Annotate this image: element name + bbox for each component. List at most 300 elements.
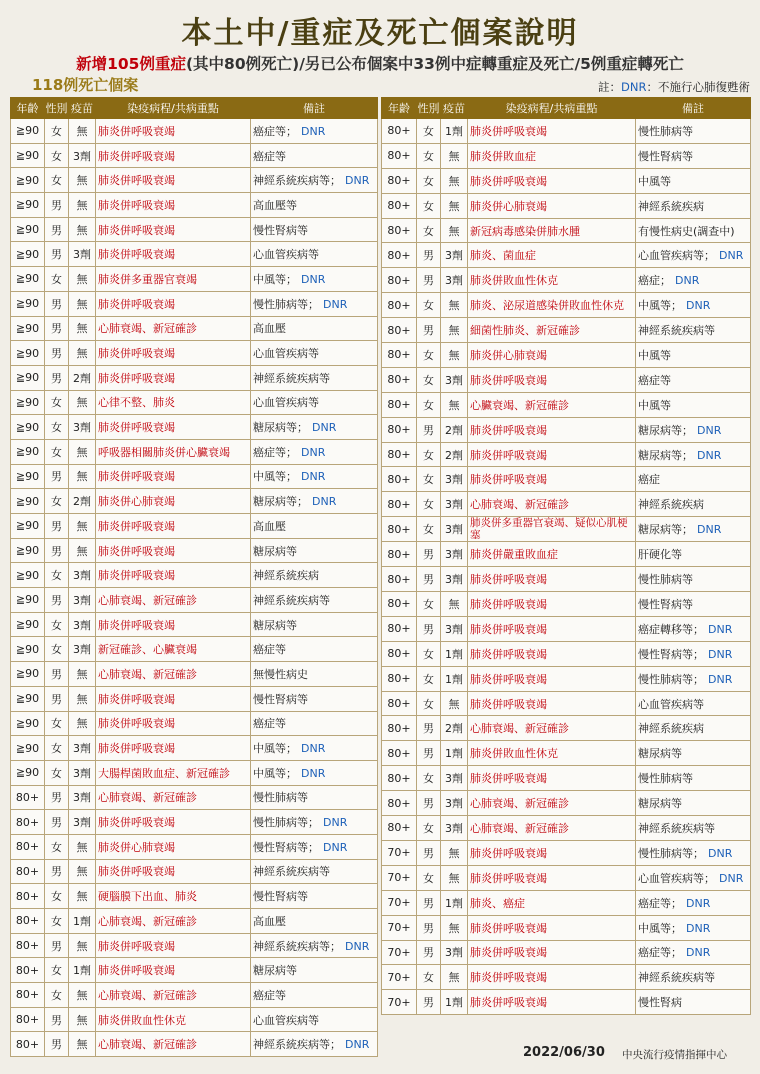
cell-sex: [417, 666, 441, 691]
cell-age-text: ≧90: [15, 618, 40, 632]
cell-course: [96, 983, 251, 1008]
cell-vaccine-text: 3劑: [445, 622, 463, 636]
cell-note: [636, 467, 751, 492]
cell-note: [636, 990, 751, 1015]
cell-age: [11, 736, 45, 761]
cell-note-text: 中風等；: [638, 299, 682, 313]
cell-note: [251, 514, 378, 539]
cell-age: [382, 268, 417, 293]
cell-course: [96, 341, 251, 366]
cell-age: [382, 243, 417, 268]
cell-vaccine: [69, 760, 96, 785]
cell-note: [251, 686, 378, 711]
subtitle-highlight: 新增105例重症: [76, 55, 186, 73]
cell-note: [251, 365, 378, 390]
cell-note-text: 中風等；: [253, 742, 297, 756]
cell-vaccine-text: 3劑: [445, 821, 463, 835]
cell-sex: [417, 691, 441, 716]
cell-age: [11, 686, 45, 711]
cell-note: [251, 193, 378, 218]
cell-age-text: 80+: [387, 497, 411, 511]
cell-course: [468, 467, 636, 492]
cell-age-text: 80+: [387, 697, 411, 711]
cell-sex: [417, 616, 441, 641]
cell-note: [636, 592, 751, 617]
cell-sex: [45, 267, 69, 292]
cell-age-text: ≧90: [15, 692, 40, 706]
cell-vaccine: [441, 119, 468, 144]
cell-course: [96, 933, 251, 958]
cell-age: [11, 983, 45, 1008]
cell-course-text: 肺炎併呼吸衰竭: [98, 248, 175, 262]
cell-vaccine-text: 無: [76, 988, 88, 1002]
cell-sex: [417, 367, 441, 392]
cell-vaccine-text: 3劑: [445, 274, 463, 288]
cell-vaccine: [441, 343, 468, 368]
table-row: [11, 859, 378, 884]
cell-note: [251, 464, 378, 489]
cell-course: [96, 489, 251, 514]
table-row: [11, 168, 378, 193]
cell-vaccine: [69, 168, 96, 193]
cell-sex-text: 男: [423, 722, 434, 736]
cell-course-text: 硬腦膜下出血、肺炎: [98, 890, 197, 904]
report-date: 2022/06/30: [523, 1045, 605, 1060]
cell-sex: [45, 489, 69, 514]
dnr-badge: DNR: [312, 421, 337, 435]
cell-sex-text: 男: [51, 371, 62, 385]
cell-sex: [417, 143, 441, 168]
cell-vaccine: [69, 242, 96, 267]
cell-course-text: 肺炎併呼吸衰竭: [98, 347, 175, 361]
cell-note: [636, 143, 751, 168]
cell-course: [468, 915, 636, 940]
cell-sex: [417, 392, 441, 417]
cell-note-text: 慢性肺病等；: [638, 672, 704, 686]
cell-course: [468, 517, 636, 542]
cell-vaccine-text: 無: [76, 1013, 88, 1027]
cell-vaccine: [69, 415, 96, 440]
cell-sex-text: 女: [423, 224, 434, 238]
cell-note-text: 癌症等: [253, 643, 286, 657]
table-row: [11, 933, 378, 958]
cell-sex-text: 男: [51, 1013, 62, 1027]
cell-vaccine: [441, 542, 468, 567]
cell-vaccine-text: 無: [76, 223, 88, 237]
cell-note: [251, 291, 378, 316]
cell-course: [96, 267, 251, 292]
cell-vaccine: [69, 884, 96, 909]
cell-note: [636, 293, 751, 318]
cell-sex-text: 女: [51, 618, 62, 632]
cell-age: [382, 143, 417, 168]
table-row: [11, 365, 378, 390]
cell-note-text: 高血壓: [253, 914, 286, 928]
cell-sex-text: 男: [51, 470, 62, 484]
cell-vaccine: [69, 637, 96, 662]
cell-vaccine: [69, 612, 96, 637]
cell-sex-text: 女: [423, 473, 434, 487]
cell-course-text: 肺炎併呼吸衰竭: [98, 149, 175, 163]
cell-age-text: 80+: [387, 124, 411, 138]
cell-sex: [45, 810, 69, 835]
cell-sex-text: 女: [51, 717, 62, 731]
cell-age-text: ≧90: [15, 371, 40, 385]
cell-sex: [45, 119, 69, 144]
cell-note-text: 中風等；: [253, 470, 297, 484]
cell-note: [636, 193, 751, 218]
cell-age-text: 80+: [387, 248, 411, 262]
cell-note-text: 神經系統疾病等: [253, 593, 330, 607]
cell-course-text: 肺炎併呼吸衰竭: [98, 964, 175, 978]
cell-vaccine-text: 無: [448, 697, 460, 711]
cell-sex: [417, 517, 441, 542]
cell-age-text: ≧90: [15, 667, 40, 681]
cell-sex: [417, 965, 441, 990]
dnr-badge: DNR: [719, 871, 744, 885]
cell-sex-text: 男: [423, 622, 434, 636]
cell-course: [96, 785, 251, 810]
cell-sex: [45, 563, 69, 588]
cell-age: [11, 119, 45, 144]
cell-vaccine-text: 無: [76, 519, 88, 533]
cell-vaccine-text: 無: [76, 297, 88, 311]
dnr-badge: DNR: [697, 448, 722, 462]
cell-note: [636, 890, 751, 915]
cell-age: [11, 242, 45, 267]
cell-course-text: 心肺衰竭、新冠確診: [98, 791, 197, 805]
cell-sex: [417, 193, 441, 218]
cell-vaccine: [69, 316, 96, 341]
cell-vaccine: [441, 467, 468, 492]
table-row: [11, 612, 378, 637]
table-row: [11, 538, 378, 563]
cell-vaccine-text: 無: [76, 470, 88, 484]
cell-vaccine: [441, 417, 468, 442]
cell-vaccine-text: 3劑: [73, 569, 91, 583]
cell-note: [251, 662, 378, 687]
cell-sex-text: 女: [423, 597, 434, 611]
cell-note: [636, 816, 751, 841]
cell-note: [636, 243, 751, 268]
cell-sex-text: 女: [51, 914, 62, 928]
table-body-left: [11, 119, 378, 1057]
table-row: [382, 168, 751, 193]
cell-vaccine-text: 3劑: [73, 742, 91, 756]
cell-course: [468, 840, 636, 865]
cell-note-text: 中風等: [638, 398, 671, 412]
cell-age-text: 80+: [15, 889, 40, 903]
cell-vaccine-text: 3劑: [73, 593, 91, 607]
cell-age-text: 80+: [387, 423, 411, 437]
cell-age: [382, 840, 417, 865]
cell-age: [11, 588, 45, 613]
cell-age: [11, 193, 45, 218]
cell-course: [96, 365, 251, 390]
cell-course-text: 肺炎併呼吸衰竭: [98, 618, 175, 632]
cell-vaccine-text: 無: [76, 124, 88, 138]
table-row: [382, 940, 751, 965]
cell-age-text: 80+: [387, 174, 411, 188]
cell-age: [11, 933, 45, 958]
cell-age-text: 80+: [15, 1037, 40, 1051]
cell-vaccine: [69, 785, 96, 810]
cell-vaccine-text: 1劑: [445, 896, 463, 910]
cell-course: [468, 343, 636, 368]
cell-note: [636, 168, 751, 193]
cell-age: [382, 367, 417, 392]
cell-age-text: ≧90: [15, 469, 40, 483]
cell-vaccine-text: 1劑: [73, 964, 91, 978]
cell-vaccine: [69, 909, 96, 934]
cell-note: [251, 267, 378, 292]
death-count-label: 118例死亡個案: [32, 76, 139, 94]
cell-sex: [45, 588, 69, 613]
cell-note-text: 慢性肺病等；: [253, 297, 319, 311]
note-prefix: 註：: [598, 80, 622, 94]
cell-course-text: 肺炎併呼吸衰竭: [98, 174, 175, 188]
cell-vaccine: [441, 840, 468, 865]
cell-age: [382, 168, 417, 193]
cell-age: [11, 341, 45, 366]
cell-sex-text: 女: [51, 174, 62, 188]
cell-course-text: 肺炎併呼吸衰竭: [470, 124, 547, 138]
cell-vaccine: [69, 514, 96, 539]
table-row: [382, 293, 751, 318]
cell-note: [251, 1007, 378, 1032]
cell-vaccine-text: 無: [76, 322, 88, 336]
cell-course: [468, 567, 636, 592]
cell-course: [468, 318, 636, 343]
cell-sex-text: 男: [423, 548, 434, 562]
cell-age: [382, 865, 417, 890]
cell-age: [382, 542, 417, 567]
table-row: [382, 392, 751, 417]
cell-vaccine: [441, 816, 468, 841]
cell-vaccine-text: 3劑: [73, 248, 91, 262]
cell-course: [96, 538, 251, 563]
cell-sex-text: 女: [51, 124, 62, 138]
cell-age: [11, 1032, 45, 1057]
table-row: [382, 766, 751, 791]
cell-note: [636, 691, 751, 716]
cell-vaccine: [441, 517, 468, 542]
cell-note: [636, 392, 751, 417]
cell-sex: [417, 990, 441, 1015]
cell-sex: [45, 464, 69, 489]
cell-sex-text: 女: [423, 672, 434, 686]
cell-note-text: 心血管疾病等；: [638, 871, 715, 885]
cell-sex: [45, 514, 69, 539]
cell-course-text: 心肺衰竭、新冠確診: [470, 498, 569, 512]
cell-course: [468, 367, 636, 392]
cell-sex: [45, 909, 69, 934]
cell-course: [96, 316, 251, 341]
cell-note-text: 神經系統疾病: [638, 498, 704, 512]
cell-age: [11, 563, 45, 588]
cell-sex: [45, 958, 69, 983]
cell-vaccine-text: 無: [76, 272, 88, 286]
cell-course-text: 心臟衰竭、新冠確診: [470, 398, 569, 412]
cell-sex-text: 女: [51, 421, 62, 435]
cell-sex: [417, 592, 441, 617]
cell-age-text: ≧90: [15, 395, 40, 409]
table-row: [11, 439, 378, 464]
cell-vaccine-text: 無: [76, 840, 88, 854]
cell-note: [636, 567, 751, 592]
cell-age-text: ≧90: [15, 544, 40, 558]
table-row: [382, 741, 751, 766]
cell-sex-text: 女: [423, 174, 434, 188]
cell-sex-text: 女: [423, 498, 434, 512]
cell-vaccine: [69, 662, 96, 687]
cell-note: [636, 268, 751, 293]
cell-age: [11, 785, 45, 810]
cell-vaccine: [69, 736, 96, 761]
cell-sex-text: 男: [423, 846, 434, 860]
cell-course: [468, 890, 636, 915]
cell-course: [96, 439, 251, 464]
table-body-right: [382, 119, 751, 1015]
cell-note: [251, 785, 378, 810]
cell-course-text: 肺炎併心肺衰竭: [470, 199, 547, 213]
cell-note-text: 心血管疾病等: [253, 347, 319, 361]
cell-course: [96, 242, 251, 267]
cell-note: [251, 711, 378, 736]
cell-course-text: 肺炎、癌症: [470, 896, 525, 910]
cell-age: [382, 442, 417, 467]
cell-vaccine-text: 無: [448, 971, 460, 985]
cell-sex: [417, 417, 441, 442]
cell-note-text: 慢性腎病等: [638, 149, 693, 163]
cell-note: [251, 588, 378, 613]
table-row: [11, 884, 378, 909]
cell-age-text: 80+: [387, 149, 411, 163]
cell-note-text: 心血管疾病等: [253, 1013, 319, 1027]
cell-vaccine: [441, 616, 468, 641]
cell-vaccine: [69, 365, 96, 390]
cell-course: [468, 268, 636, 293]
cell-vaccine-text: 2劑: [73, 371, 91, 385]
cell-note-text: 糖尿病等；: [638, 523, 693, 537]
cell-course: [468, 218, 636, 243]
cell-note-text: 癌症: [638, 473, 660, 487]
table-row: [382, 517, 751, 542]
cell-course-text: 肺炎併呼吸衰竭: [98, 470, 175, 484]
cell-sex-text: 女: [423, 971, 434, 985]
cell-age: [382, 517, 417, 542]
cell-note-text: 肝硬化等: [638, 548, 682, 562]
cell-note-text: 癌症等；: [253, 445, 297, 459]
cell-vaccine: [441, 641, 468, 666]
cell-age-text: 70+: [387, 896, 411, 910]
cell-course: [468, 168, 636, 193]
cell-vaccine-text: 1劑: [445, 124, 463, 138]
cell-sex: [417, 840, 441, 865]
table-row: [11, 1032, 378, 1057]
cell-sex: [417, 816, 441, 841]
cell-note: [636, 343, 751, 368]
cell-sex: [417, 243, 441, 268]
cell-course-text: 心肺衰竭、新冠確診: [470, 797, 569, 811]
table-row: [11, 563, 378, 588]
cell-vaccine-text: 3劑: [73, 643, 91, 657]
cell-vaccine-text: 無: [448, 348, 460, 362]
cell-vaccine: [69, 119, 96, 144]
cell-vaccine-text: 3劑: [73, 618, 91, 632]
cell-vaccine-text: 3劑: [445, 797, 463, 811]
cell-sex-text: 女: [51, 445, 62, 459]
cell-vaccine-text: 無: [448, 299, 460, 313]
cell-age: [382, 567, 417, 592]
dnr-badge: DNR: [301, 470, 326, 484]
cell-note-text: 神經系統疾病等: [253, 371, 330, 385]
cell-course: [96, 390, 251, 415]
cell-course: [96, 1007, 251, 1032]
cell-course: [468, 492, 636, 517]
cell-course-text: 肺炎、菌血症: [470, 249, 536, 263]
cell-age-text: 80+: [387, 273, 411, 287]
table-row: [382, 791, 751, 816]
cell-sex: [45, 662, 69, 687]
cell-age-text: ≧90: [15, 716, 40, 730]
header-age: 年齡: [382, 98, 417, 119]
cell-course-text: 肺炎併呼吸衰竭: [470, 871, 547, 885]
cell-course: [468, 293, 636, 318]
cell-course-text: 肺炎併呼吸衰竭: [98, 816, 175, 830]
dnr-badge: DNR: [301, 272, 326, 286]
cell-age: [11, 415, 45, 440]
cell-note-text: 癌症；: [638, 274, 671, 288]
cell-age-text: ≧90: [15, 149, 40, 163]
cell-note: [251, 834, 378, 859]
cell-note-text: 神經系統疾病等；: [253, 174, 341, 188]
cell-course: [96, 760, 251, 785]
cell-age-text: ≧90: [15, 198, 40, 212]
cell-course-text: 心肺衰竭、新冠確診: [98, 593, 197, 607]
cell-vaccine-text: 無: [448, 324, 460, 338]
cell-course-text: 心律不整、肺炎: [98, 396, 175, 410]
cell-vaccine: [69, 588, 96, 613]
cell-age: [382, 467, 417, 492]
cell-course: [96, 514, 251, 539]
cell-vaccine: [69, 1032, 96, 1057]
cell-sex-text: 女: [423, 149, 434, 163]
cell-course-text: 細菌性肺炎、新冠確診: [470, 324, 580, 338]
cell-vaccine: [441, 691, 468, 716]
cell-course-text: 肺炎併心肺衰竭: [470, 348, 547, 362]
cell-vaccine-text: 無: [76, 890, 88, 904]
cell-course: [468, 716, 636, 741]
table-row: [382, 716, 751, 741]
cell-course: [96, 612, 251, 637]
cell-sex-text: 男: [51, 322, 62, 336]
cell-course-text: 肺炎併呼吸衰竭: [470, 946, 547, 960]
table-row: [382, 865, 751, 890]
cell-course: [96, 736, 251, 761]
cell-age: [382, 915, 417, 940]
cell-sex: [417, 293, 441, 318]
cell-vaccine-text: 無: [448, 174, 460, 188]
cell-age: [11, 291, 45, 316]
cell-vaccine: [69, 489, 96, 514]
table-row: [11, 514, 378, 539]
cell-age: [11, 711, 45, 736]
cell-note: [636, 940, 751, 965]
cell-age: [11, 464, 45, 489]
cell-note-text: 糖尿病等；: [638, 448, 693, 462]
cell-vaccine-text: 無: [76, 865, 88, 879]
